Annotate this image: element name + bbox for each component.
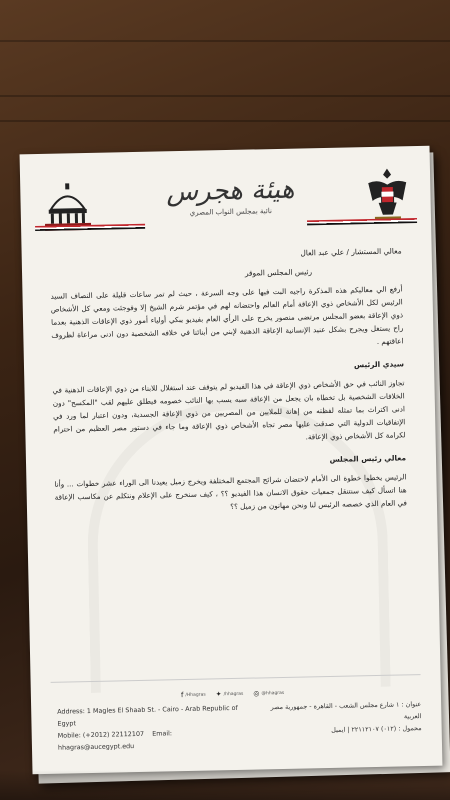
table-shadow <box>0 770 450 800</box>
footer-contact-ar <box>261 698 422 737</box>
paragraph-1: أرفع الي معاليكم هذه المذكرة راجيه البت فيها على وجه السرعة ، حيث لم تمر ساعات قليلة على النصاف السيد الرئيس لكل الأشخاص ذوي الإعاقة أمام العالم واحتضانه لهم في مؤتمر شرم الشيخ إلا وفوجئت ومعي كل الأشخاص ذوي الإعاقة بعضو المجلس مرتضى منصور يخرج على الرأي العام بفيديو يبكي أولياء أمور ذوي الإعاقات الذهنية بعدما راح يستغل ويجرح بشكل عنيد الإنسانية الإعاقة الذهنية لإبني من أبنائنا في خلافه الشخصية دون ادنى مراعاة لظروف اعاقتهم . <box>50 284 404 346</box>
social-twitter[interactable] <box>216 690 244 699</box>
heading-1: سيدي الرئيس <box>353 359 405 370</box>
social-label: @hhagras <box>261 690 285 696</box>
wood-grain <box>0 40 450 42</box>
salutation: معالي المستشار / علي عبد العال <box>300 246 402 258</box>
footer-contact-en <box>57 702 248 754</box>
facebook-icon: f <box>180 691 184 700</box>
twitter-icon: ✦ <box>215 690 222 699</box>
mobile-en-text: Mobile: (+2012) 22112107 <box>57 729 145 740</box>
wood-grain <box>0 120 450 122</box>
social-label: /Hhagras <box>185 692 206 698</box>
social-label: /hhagras <box>223 691 244 697</box>
address-ar: عنوان : ١ شارع مجلس الشعب - القاهرة - جمهورية مصر العربية <box>270 700 422 721</box>
letter-page <box>20 146 443 774</box>
brand-title: هيئة هجرس <box>165 174 295 208</box>
letterhead <box>20 160 432 249</box>
email-label: Email: <box>152 729 173 738</box>
wood-grain <box>0 95 450 97</box>
address-en: Address: 1 Magles El Shaab St. - Cairo - Arab Republic of Egypt <box>57 703 238 728</box>
social-links <box>181 686 331 701</box>
recipient-title: رئيس المجلس الموقر <box>244 267 313 278</box>
heading-2: معالي رئيس المجلس <box>329 453 407 464</box>
mobile-en <box>58 726 248 754</box>
mobile-ar: محمول : (٠١٢) ٢٢١١٢١٠٧ | ايميل <box>331 724 422 734</box>
paragraph-2: تجاوز النائب في حق الأشخاص ذوي الإعاقة في هذا الفيديو لم يتوقف عند استغلال للابناء من ذوي الإعاقات الذهنية في الخلافات الشخصية بل تخطاه بان يجعل من الإعاقة سبه يسب بها النائب خصومه فيطلق عليهم لقب "المكسح" دون ادنى اكتراث بما تمثله لفظته من إهانة للملايين من المصريين من ذوي الإعاقة الجسدية، ودون اعتبار لما ورد في الإتفاقيات الدولية التي صدقت عليها مصر تجاه الأشخاص ذوي الإعاقة وما جاء في دستور مصر العظيم من احترام لكرامة كل الأشخاص ذوي الإعاقة. <box>52 378 406 442</box>
email-link[interactable]: hhagras@aucegypt.edu <box>57 742 135 752</box>
social-instagram[interactable] <box>253 689 284 698</box>
social-facebook[interactable] <box>181 691 206 700</box>
paragraph-3: الرئيس يخطوا خطوة الى الأمام لاحتضان شرائح المجتمع المختلفة ويخرج زميل يعيدنا الى الوراء عشر خطوات ... وأنا هنا اتسأل كيف سنتنقل جمعيات حقوق الانسان هذا الفيديو ؟؟ ، كيف سنخرج على الإعلام ونتكلم عن مكاسب الإعاقة في العام الذي خصصه الرئيس لنا ونحن مهانون من زميل ؟؟ <box>54 472 408 512</box>
brand-signature <box>140 174 321 218</box>
instagram-icon: ◎ <box>253 689 260 698</box>
brand-subtitle: نائبة بمجلس النواب المصري <box>189 207 272 217</box>
letter-body <box>50 244 407 516</box>
